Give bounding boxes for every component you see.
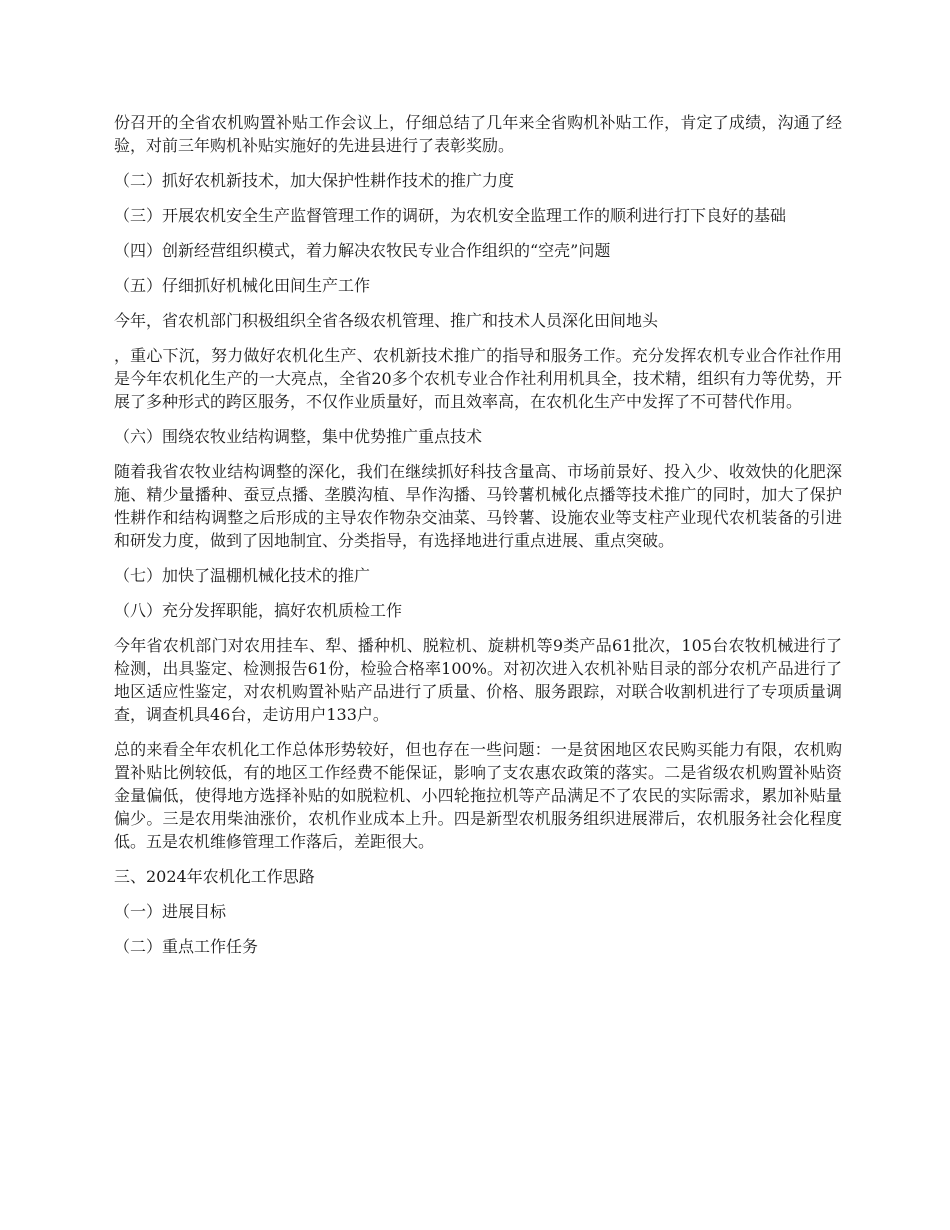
paragraph-key-technologies: 随着我省农牧业结构调整的深化，我们在继续抓好科技含量高、市场前景好、投入少、收效快的化肥深施、精少量播种、蚕豆点播、垄膜沟植、旱作沟播、马铃薯机械化点播等技术推广的同时，加大了保护性耕作和结构调整之后形成的主导农作物杂交油菜、马铃薯、设施农业等支柱产业现代农机装备的引进和研发力度，做到了因地制宜、分类指导，有选择地进行重点进展、重点突破。 — [114, 462, 842, 550]
heading-key-tasks: （二）重点工作任务 — [114, 937, 259, 956]
heading-goals: （一）进展目标 — [114, 902, 227, 921]
heading-work-plan: 三、2024年农机化工作思路 — [114, 867, 315, 886]
heading-quality-inspection: （八）充分发挥职能，搞好农机质检工作 — [114, 601, 403, 620]
heading-new-technology: （二）抓好农机新技术，加大保护性耕作技术的推广力度 — [114, 171, 515, 190]
heading-safety-supervision: （三）开展农机安全生产监督管理工作的调研，为农机安全监理工作的顺利进行打下良好的基础 — [114, 206, 787, 225]
heading-greenhouse: （七）加快了温棚机械化技术的推广 — [114, 566, 371, 585]
heading-field-production: （五）仔细抓好机械化田间生产工作 — [114, 276, 371, 295]
paragraph-subsidy-meeting: 份召开的全省农机购置补贴工作会议上，仔细总结了几年来全省购机补贴工作，肯定了成绩，沟通了经验，对前三年购机补贴实施好的先进县进行了表彰奖励。 — [114, 113, 842, 155]
heading-organization-mode: （四）创新经营组织模式，着力解决农牧民专业合作组织的“空壳”问题 — [114, 241, 611, 260]
paragraph-field-intro: 今年，省农机部门积极组织全省各级农机管理、推广和技术人员深化田间地头 — [114, 311, 659, 330]
paragraph-cooperatives: ，重心下沉，努力做好农机化生产、农机新技术推广的指导和服务工作。充分发挥农机专业合作社作用是今年农机化生产的一大亮点，全省20多个农机专业合作社利用机具全，技术精，组织有力等优势，开展了多种形式的跨区服务，不仅作业质量好，而且效率高，在农机化生产中发挥了不可替代作用。 — [114, 346, 842, 411]
paragraph-inspection-results: 今年省农机部门对农用挂车、犁、播种机、脱粒机、旋耕机等9类产品61批次，105台农牧机械进行了检测，出具鉴定、检测报告61份，检验合格率100%。对初次进入农机补贴目录的部分农机产品进行了地区适应性鉴定，对农机购置补贴产品进行了质量、价格、服务跟踪，对联合收割机进行了专项质量调查，调查机具46台，走访用户133户。 — [114, 636, 842, 724]
paragraph-problems: 总的来看全年农机化工作总体形势较好，但也存在一些问题：一是贫困地区农民购买能力有限，农机购置补贴比例较低，有的地区工作经费不能保证，影响了支农惠农政策的落实。二是省级农机购置补贴资金量偏低，使得地方选择补贴的如脱粒机、小四轮拖拉机等产品满足不了农民的实际需求，累加补贴量偏少。三是农用柴油涨价，农机作业成本上升。四是新型农机服务组织进展滞后，农机服务社会化程度低。五是农机维修管理工作落后，差距很大。 — [114, 740, 842, 851]
document-body — [114, 111, 842, 970]
heading-structure-adjustment: （六）围绕农牧业结构调整，集中优势推广重点技术 — [114, 427, 483, 446]
